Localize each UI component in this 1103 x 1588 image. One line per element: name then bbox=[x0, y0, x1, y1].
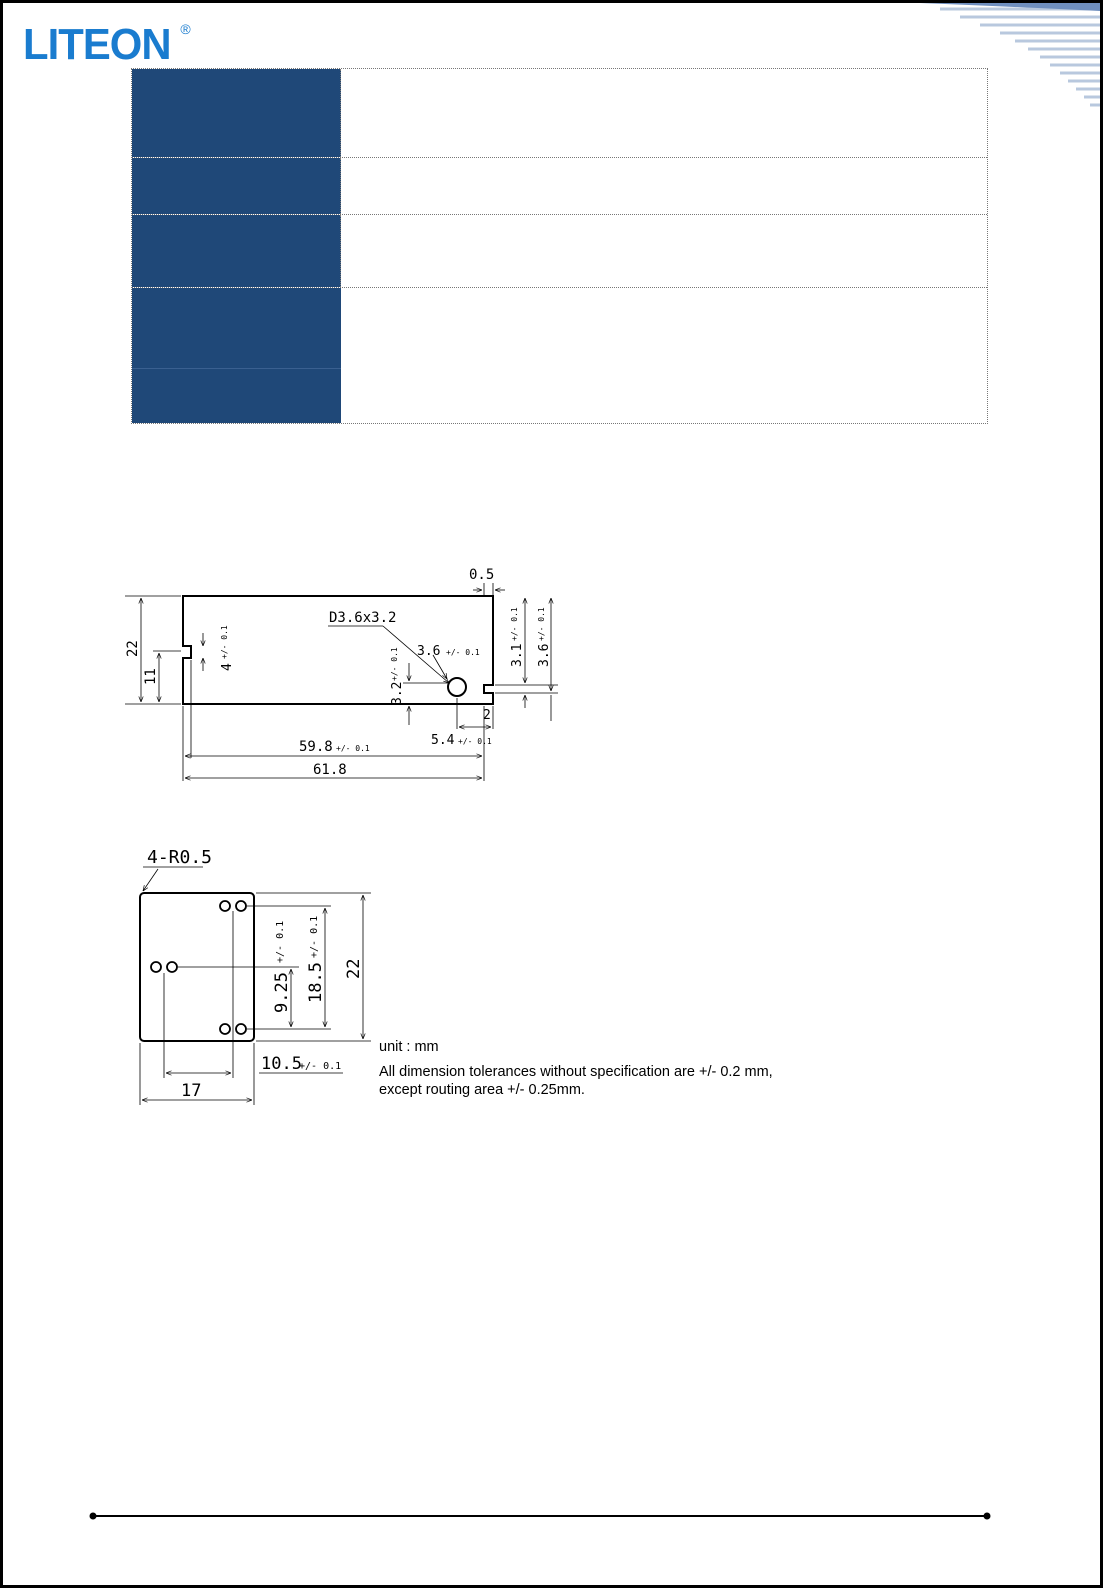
dim-slot-right-a-tol: +/- 0.1 bbox=[510, 607, 519, 641]
dim-pin-span: 18.5 bbox=[306, 962, 326, 1003]
dim-right-edge: 2 bbox=[483, 708, 491, 723]
drawing-notes bbox=[379, 1039, 773, 1099]
side-hole bbox=[448, 678, 466, 696]
dim-hole-height: 3.2 bbox=[390, 681, 405, 705]
mechanical-drawing bbox=[3, 3, 1103, 1588]
dim-hole-callout: D3.6x3.2 bbox=[329, 610, 397, 626]
pin-hole bbox=[220, 901, 230, 911]
footer-rule bbox=[89, 1511, 991, 1521]
dim-slot-right-a: 3.1 bbox=[510, 643, 525, 667]
tolerance-note-line-1: All dimension tolerances without specification are +/- 0.2 mm, bbox=[379, 1064, 773, 1080]
dim-slot-right-b: 3.6 bbox=[537, 643, 552, 667]
dim-pin-x-tol: +/- 0.1 bbox=[299, 1061, 342, 1072]
dim-slot-right-b-tol: +/- 0.1 bbox=[537, 607, 546, 641]
dim-hole-to-edge: 5.4 bbox=[431, 733, 455, 748]
pin-hole bbox=[236, 1024, 246, 1034]
pin-hole bbox=[167, 962, 177, 972]
dim-top-height: 22 bbox=[344, 958, 364, 979]
dim-top-width: 17 bbox=[181, 1081, 202, 1101]
dim-pin-x: 10.5 bbox=[261, 1054, 302, 1074]
tolerance-note-line-2: except routing area +/- 0.25mm. bbox=[379, 1082, 585, 1098]
dim-corner-radius: 4-R0.5 bbox=[147, 847, 213, 868]
pin-hole bbox=[151, 962, 161, 972]
dim-inner-length: 59.8 bbox=[299, 739, 333, 755]
dim-slot-left: 4 bbox=[220, 663, 235, 671]
dim-hole-offset-tol: +/- 0.1 bbox=[446, 648, 480, 657]
dim-slot-left-tol: +/- 0.1 bbox=[220, 625, 229, 659]
dim-pin-span-tol: +/- 0.1 bbox=[309, 915, 320, 958]
dim-overall-length: 61.8 bbox=[313, 762, 347, 778]
registered-mark: ® bbox=[180, 21, 191, 37]
dim-height-total: 22 bbox=[125, 640, 141, 657]
unit-note: unit : mm bbox=[379, 1039, 439, 1055]
pin-hole bbox=[220, 1024, 230, 1034]
dim-hole-to-edge-tol: +/- 0.1 bbox=[458, 737, 492, 746]
dim-pin-mid-tol: +/- 0.1 bbox=[275, 920, 286, 963]
pin-hole bbox=[236, 901, 246, 911]
dim-top-gap: 0.5 bbox=[469, 567, 495, 583]
logo-wordmark: LITEON bbox=[23, 20, 171, 69]
dim-pin-mid: 9.25 bbox=[272, 972, 292, 1013]
dim-inner-length-tol: +/- 0.1 bbox=[336, 744, 370, 753]
dim-hole-height-tol: +/- 0.1 bbox=[390, 647, 399, 681]
dim-height-half: 11 bbox=[143, 668, 159, 685]
dim-hole-offset: 3.6 bbox=[417, 644, 441, 659]
